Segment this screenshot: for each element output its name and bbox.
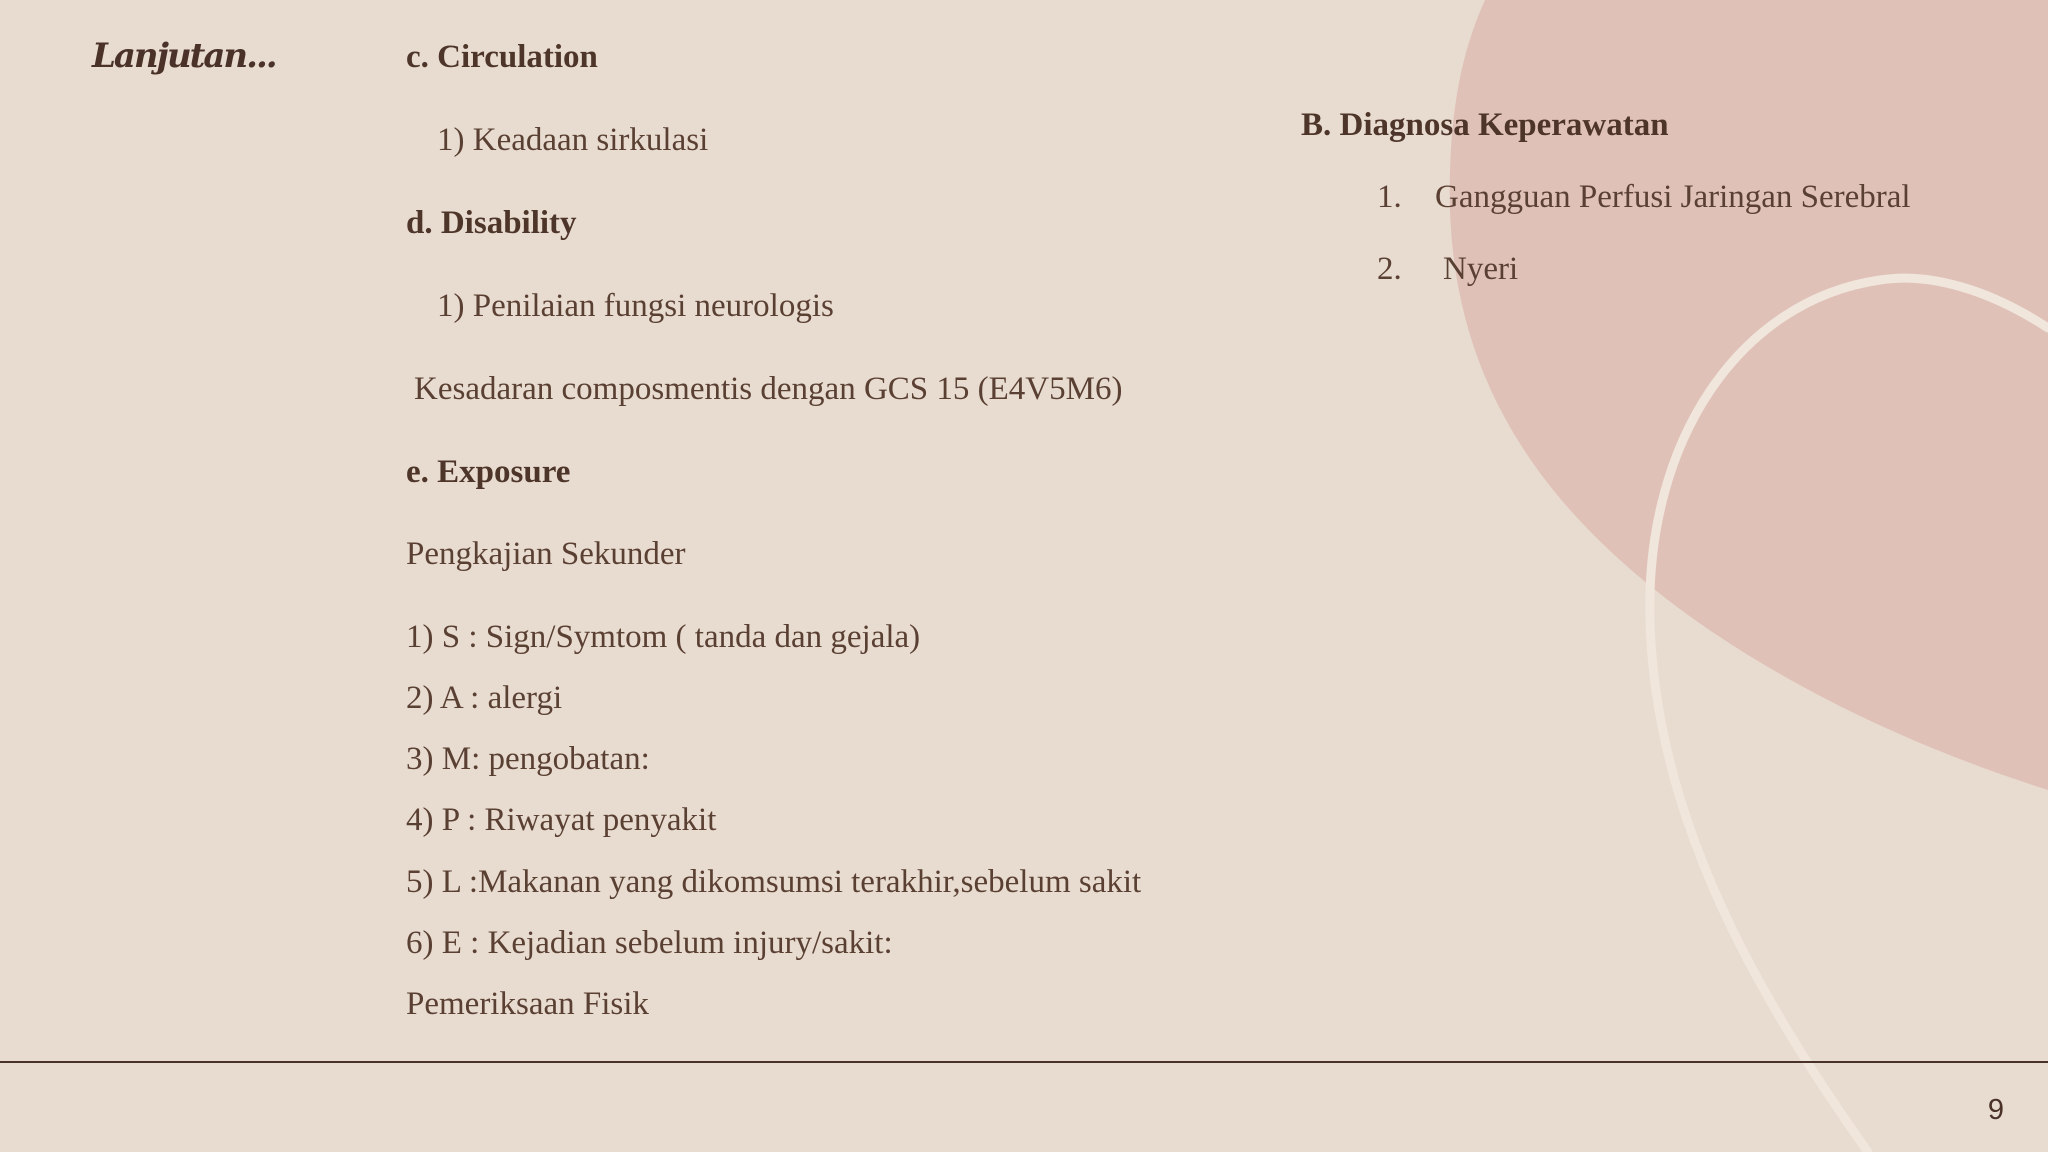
sample-item-m: 3) M: pengobatan:: [406, 741, 650, 777]
physical-exam-text: Pemeriksaan Fisik: [406, 986, 649, 1022]
slide-label: Lanjutan...: [92, 36, 276, 76]
sample-item-e: 6) E : Kejadian sebelum injury/sakit:: [406, 925, 893, 961]
diagnosis-number-1: 1.: [1377, 179, 1402, 215]
diagnosis-heading: [1301, 105, 1669, 145]
exposure-heading: e. Exposure: [406, 454, 571, 490]
sample-item-l: 5) L :Makanan yang dikomsumsi terakhir,sebelum sakit: [406, 864, 1142, 900]
diagnosis-item-2: Nyeri: [1443, 251, 1519, 287]
sample-item-s: 1) S : Sign/Symtom ( tanda dan gejala): [406, 619, 921, 655]
diagnosis-heading-letter: B: [1301, 107, 1324, 143]
secondary-assessment-heading: Pengkajian Sekunder: [406, 536, 686, 572]
disability-heading: d. Disability: [406, 205, 577, 241]
page-number: 9: [1987, 1094, 2004, 1126]
circulation-item: 1) Keadaan sirkulasi: [437, 122, 709, 158]
diagnosis-item-1: Gangguan Perfusi Jaringan Serebral: [1435, 179, 1911, 215]
disability-item: 1) Penilaian fungsi neurologis: [437, 288, 834, 324]
footer-divider: [0, 1061, 2048, 1063]
sample-item-a: 2) A : alergi: [406, 680, 563, 716]
circulation-heading: c. Circulation: [406, 39, 598, 75]
sample-item-p: 4) P : Riwayat penyakit: [406, 802, 717, 838]
consciousness-text: Kesadaran composmentis dengan GCS 15 (E4V5M6): [414, 371, 1123, 407]
diagnosis-number-2: 2.: [1377, 251, 1402, 287]
diagnosis-heading-text: . Diagnosa Keperawatan: [1323, 107, 1669, 143]
